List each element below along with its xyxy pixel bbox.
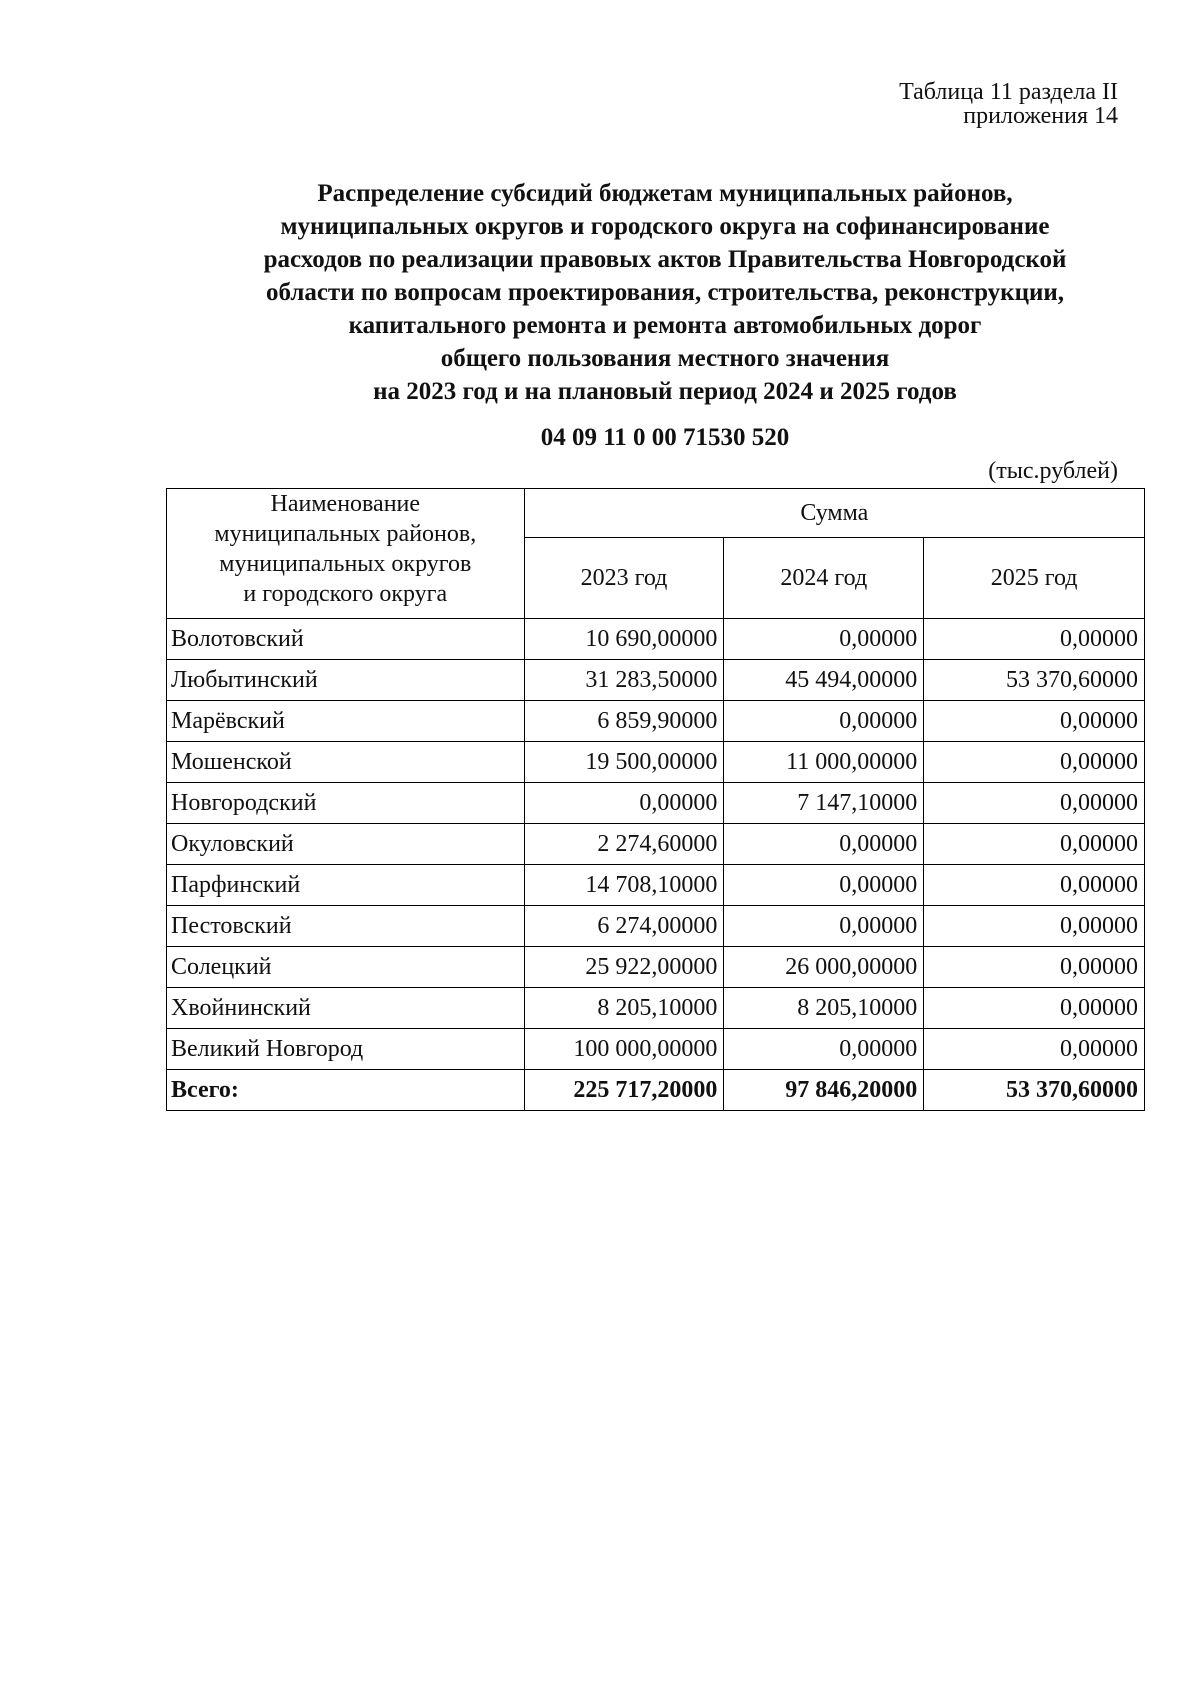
table-row (167, 701, 1145, 742)
budget-code: 04 09 11 0 00 71530 520 (540, 424, 790, 451)
table-row (167, 742, 1145, 783)
column-header-2023: 2023 год (524, 538, 724, 619)
title-line: муниципальных округов и городского округа на софинансирование (280, 213, 1050, 240)
value-2025: 0,00000 (924, 1029, 1145, 1070)
table-row (167, 988, 1145, 1029)
title-line: Распределение субсидий бюджетам муниципальных районов, (317, 180, 1013, 207)
document-title (170, 177, 1160, 408)
value-2025: 0,00000 (924, 906, 1145, 947)
title-line: области по вопросам проектирования, строительства, реконструкции, (265, 279, 1065, 306)
row-name: Любытинский (167, 660, 525, 701)
value-2024: 0,00000 (724, 824, 924, 865)
value-2025: 0,00000 (924, 783, 1145, 824)
value-2025: 0,00000 (924, 701, 1145, 742)
row-name: Окуловский (167, 824, 525, 865)
table-row (167, 906, 1145, 947)
value-2023: 2 274,60000 (524, 824, 724, 865)
title-line: капитального ремонта и ремонта автомобильных дорог (348, 312, 982, 339)
table-reference-line1: Таблица 11 раздела II (899, 79, 1118, 105)
value-2023: 14 708,10000 (524, 865, 724, 906)
value-2024: 0,00000 (724, 906, 924, 947)
table-row (167, 865, 1145, 906)
value-2024: 0,00000 (724, 619, 924, 660)
value-2023: 8 205,10000 (524, 988, 724, 1029)
value-2025: 0,00000 (924, 865, 1145, 906)
value-2025: 0,00000 (924, 742, 1145, 783)
title-line: общего пользования местного значения (440, 345, 890, 372)
name-header-line: муниципальных округов (219, 551, 472, 577)
column-header-2024: 2024 год (724, 538, 924, 619)
table-row (167, 947, 1145, 988)
value-2024: 45 494,00000 (724, 660, 924, 701)
value-2025: 0,00000 (924, 824, 1145, 865)
title-line: на 2023 год и на плановый период 2024 и 2025 годов (373, 378, 957, 405)
total-row (167, 1070, 1145, 1111)
table-row (167, 660, 1145, 701)
value-2023: 31 283,50000 (524, 660, 724, 701)
value-2023: 19 500,00000 (524, 742, 724, 783)
value-2023: 6 859,90000 (524, 701, 724, 742)
value-2025: 0,00000 (924, 988, 1145, 1029)
value-2023: 25 922,00000 (524, 947, 724, 988)
value-2024: 8 205,10000 (724, 988, 924, 1029)
name-header-line: муниципальных районов, (214, 521, 477, 547)
total-2023: 225 717,20000 (524, 1070, 724, 1111)
value-2024: 0,00000 (724, 1029, 924, 1070)
total-2024: 97 846,20000 (724, 1070, 924, 1111)
table-row (167, 1029, 1145, 1070)
table-row (167, 619, 1145, 660)
value-2024: 0,00000 (724, 701, 924, 742)
value-2024: 11 000,00000 (724, 742, 924, 783)
row-name: Хвойнинский (167, 988, 525, 1029)
table-row (167, 824, 1145, 865)
value-2025: 53 370,60000 (924, 660, 1145, 701)
row-name: Марёвский (167, 701, 525, 742)
value-2023: 10 690,00000 (524, 619, 724, 660)
name-header-line: Наименование (270, 491, 421, 517)
table-row (167, 783, 1145, 824)
value-2023: 100 000,00000 (524, 1029, 724, 1070)
column-header-name (167, 489, 525, 619)
row-name: Волотовский (167, 619, 525, 660)
table-reference-line2: приложения 14 (963, 103, 1118, 129)
value-2023: 0,00000 (524, 783, 724, 824)
table-reference (899, 80, 1118, 128)
column-header-2025: 2025 год (924, 538, 1145, 619)
name-header-line: и городского округа (243, 581, 448, 607)
row-name: Великий Новгород (167, 1029, 525, 1070)
column-header-sum: Сумма (524, 489, 1144, 538)
title-line: расходов по реализации правовых актов Правительства Новгородской (263, 246, 1067, 273)
value-2024: 26 000,00000 (724, 947, 924, 988)
row-name: Парфинский (167, 865, 525, 906)
value-2023: 6 274,00000 (524, 906, 724, 947)
row-name: Новгородский (167, 783, 525, 824)
value-2024: 0,00000 (724, 865, 924, 906)
row-name: Пестовский (167, 906, 525, 947)
value-2025: 0,00000 (924, 619, 1145, 660)
row-name: Мошенской (167, 742, 525, 783)
value-2024: 7 147,10000 (724, 783, 924, 824)
subsidy-table (166, 488, 1145, 1111)
units-label: (тыс.рублей) (988, 458, 1118, 484)
row-name: Солецкий (167, 947, 525, 988)
total-label: Всего: (167, 1070, 525, 1111)
total-2025: 53 370,60000 (924, 1070, 1145, 1111)
value-2025: 0,00000 (924, 947, 1145, 988)
